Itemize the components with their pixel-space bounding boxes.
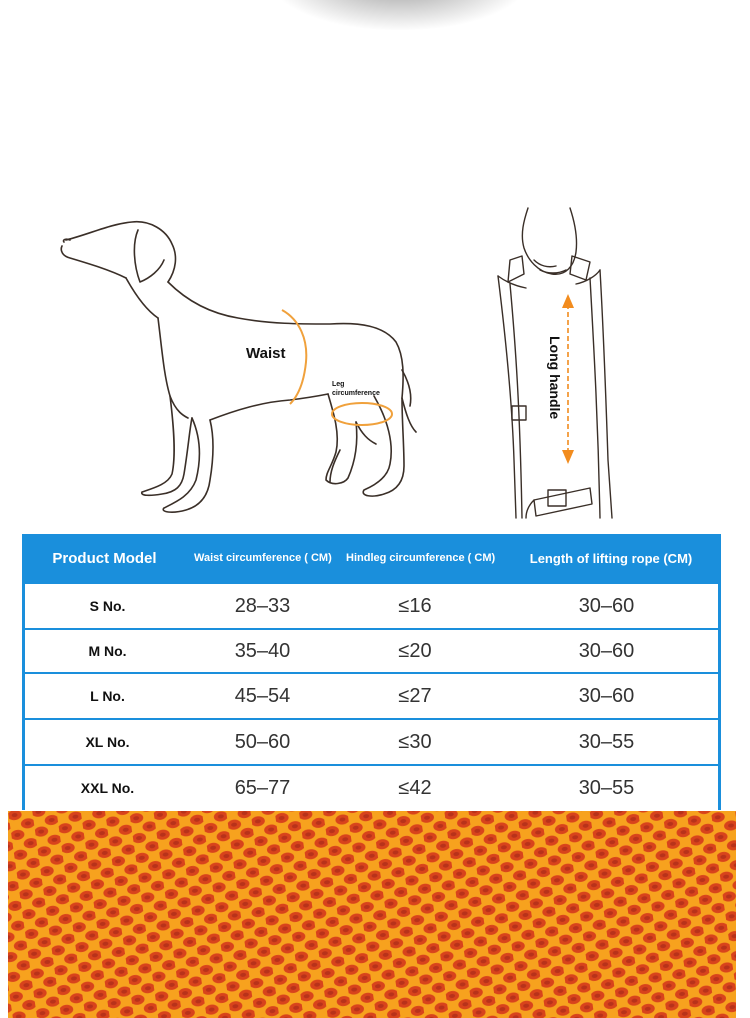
long-handle-label bbox=[547, 336, 563, 419]
waist-label: Waist bbox=[246, 345, 286, 362]
cell-rope: 30–60 bbox=[578, 639, 635, 662]
cell-hindleg: ≤27 bbox=[398, 684, 432, 707]
table-row bbox=[25, 630, 718, 672]
header-product-model: Product Model bbox=[52, 549, 157, 567]
cell-hindleg: ≤20 bbox=[398, 639, 432, 662]
cell-model: M No. bbox=[88, 643, 127, 659]
cell-rope: 30–55 bbox=[578, 776, 635, 799]
cell-model: L No. bbox=[90, 688, 125, 704]
cell-hindleg: ≤16 bbox=[398, 594, 432, 617]
header-waist: Waist circumference ( CM) bbox=[194, 552, 332, 564]
cell-waist: 45–54 bbox=[234, 684, 291, 707]
cell-waist: 35–40 bbox=[234, 639, 291, 662]
size-table bbox=[22, 534, 721, 810]
long-handle-text: Long handle bbox=[547, 336, 563, 420]
cell-rope: 30–60 bbox=[578, 684, 635, 707]
table-row bbox=[25, 720, 718, 764]
cell-hindleg: ≤30 bbox=[398, 730, 432, 753]
leg-circumference-label: Leg circumference bbox=[332, 381, 380, 397]
table-row bbox=[25, 674, 718, 718]
mesh-fabric-texture bbox=[8, 811, 736, 1018]
cell-hindleg: ≤42 bbox=[398, 776, 432, 799]
product-shadow bbox=[270, 0, 530, 30]
cell-model: S No. bbox=[89, 598, 126, 614]
dog-outline-icon bbox=[0, 200, 750, 530]
cell-rope: 30–55 bbox=[578, 730, 635, 753]
table-header bbox=[22, 534, 721, 582]
header-rope-length: Length of lifting rope (CM) bbox=[529, 550, 693, 566]
table-row bbox=[25, 766, 718, 810]
cell-model: XL No. bbox=[85, 734, 130, 750]
cell-waist: 50–60 bbox=[234, 730, 291, 753]
cell-waist: 65–77 bbox=[234, 776, 291, 799]
cell-model: XXL No. bbox=[80, 780, 135, 796]
cell-waist: 28–33 bbox=[234, 594, 291, 617]
table-row bbox=[25, 584, 718, 628]
header-hindleg: Hindleg circumference ( CM) bbox=[346, 552, 496, 564]
cell-rope: 30–60 bbox=[578, 594, 635, 617]
